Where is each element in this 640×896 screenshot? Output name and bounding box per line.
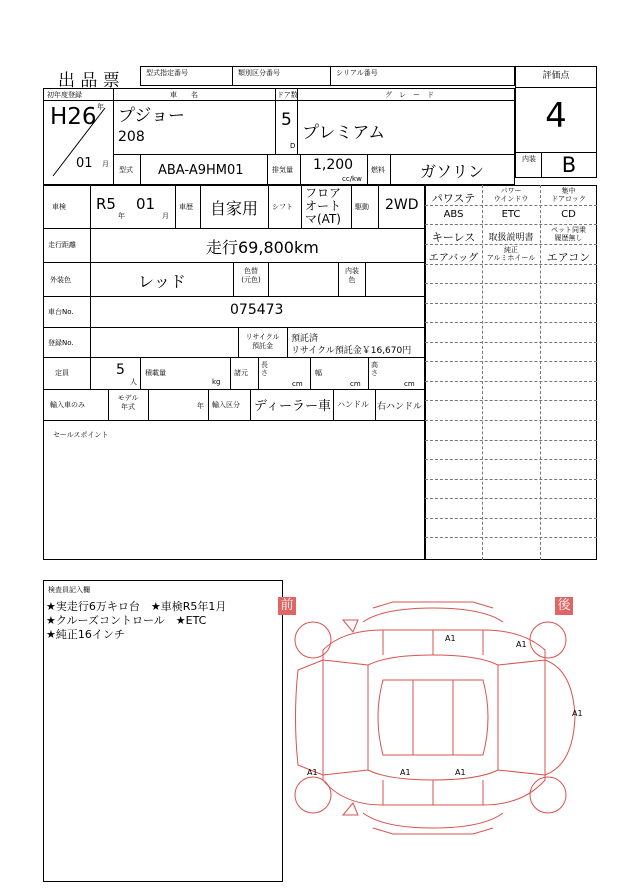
car-name-line2: 208 bbox=[118, 129, 145, 145]
equip-central-lock: 集中 ドアロック bbox=[551, 187, 586, 203]
equip-etc: ETC bbox=[501, 209, 521, 220]
mileage-value: 走行69,800km bbox=[206, 238, 319, 257]
recycle-label: リサイクル 預託金 bbox=[245, 333, 280, 350]
recycle-amount: リサイクル預託金￥16,670円 bbox=[291, 346, 412, 356]
usage-value: 自家用 bbox=[210, 199, 259, 218]
category-label: 類別区分番号 bbox=[238, 69, 280, 77]
damage-mark: A1 bbox=[455, 768, 466, 777]
car-damage-diagram bbox=[283, 600, 583, 840]
serial-label: シリアル番号 bbox=[336, 69, 378, 77]
equip-power-window: パワー ウインドウ bbox=[493, 187, 529, 203]
equip-pet-free: ペット同乗 履歴無し bbox=[551, 226, 586, 242]
inspection-year: R5 bbox=[96, 195, 116, 213]
damage-mark: A1 bbox=[516, 640, 527, 649]
equip-cd: CD bbox=[561, 209, 576, 220]
mileage-label: 走行距離 bbox=[48, 241, 76, 249]
score-value: 4 bbox=[545, 96, 567, 136]
load-label: 積載量 bbox=[145, 369, 166, 377]
model-code-box bbox=[140, 66, 515, 86]
first-reg-month: 01 bbox=[76, 156, 93, 171]
int-color-label: 内装 色 bbox=[345, 267, 359, 284]
equip-abs: ABS bbox=[443, 209, 464, 220]
model-code-label: 型式指定番号 bbox=[146, 69, 188, 77]
handle-value: 右ハンドル bbox=[377, 402, 423, 412]
type-value: ABA-A9HM01 bbox=[158, 163, 244, 178]
damage-mark: A1 bbox=[400, 768, 411, 777]
chassis-value: 075473 bbox=[230, 302, 284, 318]
form-title: 出 品 票 bbox=[58, 71, 120, 91]
inspection-label: 車検 bbox=[52, 203, 66, 211]
model-year-label: モデル 年式 bbox=[117, 394, 139, 411]
damage-mark: A1 bbox=[572, 709, 583, 718]
date-divider bbox=[43, 100, 113, 185]
damage-mark: A1 bbox=[445, 634, 456, 643]
handle-label: ハンドル bbox=[337, 400, 369, 409]
equip-alloy-wheels: 純正 アルミホイール bbox=[486, 246, 536, 262]
color-change-label: 色替 (元色) bbox=[241, 267, 261, 284]
damage-mark: A1 bbox=[307, 768, 318, 777]
inspection-month: 01 bbox=[136, 195, 156, 213]
drive-value: 2WD bbox=[385, 197, 419, 213]
length-label: 長さ bbox=[261, 361, 268, 377]
equip-keyless: キーレス bbox=[431, 231, 476, 244]
interior-value: B bbox=[561, 153, 577, 177]
width-label: 幅 bbox=[315, 369, 322, 377]
ext-color-label: 外装色 bbox=[50, 276, 71, 284]
capacity-label: 定員 bbox=[55, 369, 69, 377]
inspector-label: 検査員記入欄 bbox=[48, 586, 90, 594]
recycle-status: 預託済 bbox=[291, 334, 319, 344]
equip-power-steering: パワステ bbox=[431, 192, 476, 205]
sales-point-label: セールスポイント bbox=[53, 431, 109, 439]
shift-value: フロア オート マ(AT) bbox=[305, 186, 342, 226]
dimensions-label: 諸元 bbox=[234, 369, 248, 377]
type-label: 型式 bbox=[119, 166, 133, 174]
ext-color-value: レッド bbox=[138, 272, 186, 291]
fuel-value: ガソリン bbox=[420, 162, 485, 181]
capacity-value: 5 bbox=[116, 362, 125, 378]
door-value: 5 bbox=[281, 110, 292, 130]
first-reg-year: H26 bbox=[50, 104, 97, 130]
equip-aircon: エアコン bbox=[546, 251, 591, 264]
shift-label: シフト bbox=[272, 203, 293, 211]
rear-marker-icon: 後 bbox=[555, 597, 573, 615]
displacement-label: 排気量 bbox=[272, 166, 293, 174]
import-label: 輸入車のみ bbox=[50, 401, 85, 409]
import-type-value: ディーラー車 bbox=[254, 399, 331, 414]
interior-label: 内装 bbox=[522, 155, 536, 163]
usage-label: 車歴 bbox=[179, 203, 193, 211]
car-name-line1: プジョー bbox=[118, 106, 185, 126]
drive-label: 駆動 bbox=[355, 203, 369, 211]
import-type-label: 輸入区分 bbox=[212, 401, 240, 409]
door-label: ドア数 bbox=[277, 91, 298, 99]
grade-value: プレミアム bbox=[302, 123, 386, 143]
first-reg-label: 初年度登録 bbox=[47, 91, 82, 99]
inspector-note-2: ★クルーズコントロール ★ETC bbox=[46, 614, 207, 627]
inspector-note-3: ★純正16インチ bbox=[46, 628, 125, 641]
equip-manual: 取扱説明書 bbox=[488, 233, 534, 243]
fuel-label: 燃料 bbox=[371, 166, 385, 174]
front-marker-icon: 前 bbox=[278, 597, 296, 615]
displacement-value: 1,200 bbox=[313, 157, 354, 173]
chassis-label: 車台No. bbox=[48, 308, 74, 316]
equip-airbag: エアバッグ bbox=[428, 253, 479, 264]
height-label: 高さ bbox=[371, 361, 378, 377]
score-label: 評価点 bbox=[542, 71, 570, 81]
car-name-label: 車 名 bbox=[170, 91, 198, 99]
reg-label: 登録No. bbox=[48, 339, 74, 347]
grade-label: グ レ ー ド bbox=[385, 91, 434, 99]
inspector-note-1: ★実走行6万キロ台 ★車検R5年1月 bbox=[46, 600, 227, 613]
